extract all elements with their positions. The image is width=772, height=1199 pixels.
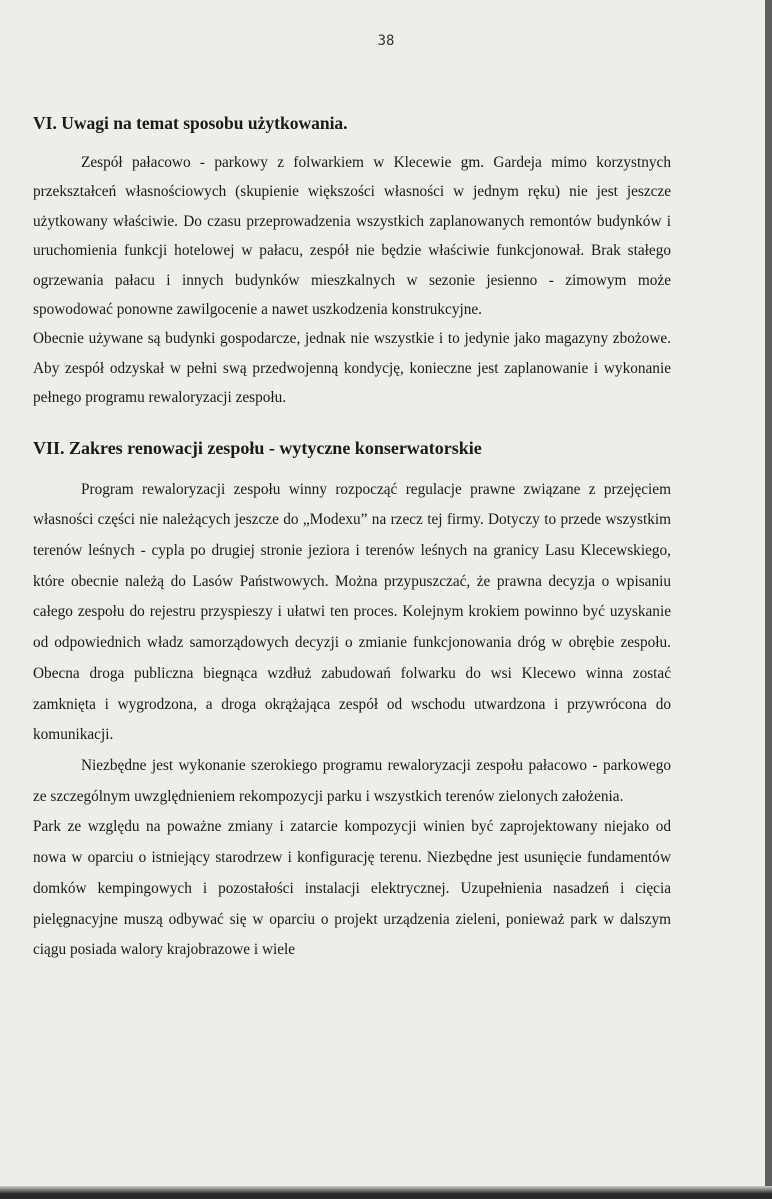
scan-edge-bottom: [0, 1186, 772, 1199]
section-heading-vi: VI. Uwagi na temat sposobu użytkowania.: [33, 113, 348, 133]
section-vii-body: [33, 475, 671, 966]
paragraph: Program rewaloryzacji zespołu winny rozpocząć regulacje prawne związane z przejęciem własności części nie należących jeszcze do „Modexu” na rzecz tej firmy. Dotyczy to przede wszystkim terenów leśnych - cypla po drugiej stronie jeziora i terenów leśnych na granicy Lasu Klecewskiego, które obecnie należą do Lasów Państwowych. Można przypuszczać, że prawna decyzja o wpisaniu całego zespołu do rejestru przyspieszy i ułatwi ten proces. Kolejnym krokiem powinno być uzyskanie od odpowiednich władz samorządowych decyzji o zmianie funkcjonowania dróg w obrębie zespołu. Obecna droga publiczna biegnąca wzdłuż zabudowań folwarku do wsi Klecewo winna zostać zamknięta i wygrodzona, a droga okrążająca zespół od wschodu utwardzona i przywrócona do komunikacji.: [33, 480, 671, 744]
page-content: [33, 110, 671, 966]
section-vi-body: [33, 148, 671, 413]
paragraph: Zespół pałacowo - parkowy z folwarkiem w Klecewie gm. Gardeja mimo korzystnych przekształceń własnościowych (skupienie większości własności w jednym ręku) nie jest jeszcze użytkowany właściwie. Do czasu przeprowadzenia wszystkich zaplanowanych remontów budynków i uruchomienia funkcji hotelowej w pałacu, zespół nie będzie właściwie funkcjonował. Brak stałego ogrzewania pałacu i innych budynków mieszkalnych w sezonie jesienno - zimowym może spowodować ponowne zawilgocenie a nawet uszkodzenia konstrukcyjne.: [33, 154, 671, 319]
scan-edge-right: [765, 0, 772, 1199]
paragraph: Park ze względu na poważne zmiany i zatarcie kompozycji winien być zaprojektowany niejako od nowa w oparciu o istniejący starodrzew i konfigurację terenu. Niezbędne jest usunięcie fundamentów domków kempingowych i pozostałości instalacji elektrycznej. Uzupełnienia nasadzeń i cięcia pielęgnacyjne muszą odbywać się w oparciu o projekt urządzenia zieleni, ponieważ park w dalszym ciągu posiada walory krajobrazowe i wiele: [33, 818, 671, 959]
paragraph: Niezbędne jest wykonanie szerokiego programu rewaloryzacji zespołu pałacowo - parkowego ze szczególnym uwzględnieniem rekompozycji parku i wszystkich terenów zielonych założenia.: [33, 756, 671, 805]
paragraph: Obecnie używane są budynki gospodarcze, jednak nie wszystkie i to jedynie jako magazyny zbożowe. Aby zespół odzyskał w pełni swą przedwojenną kondycję, konieczne jest zaplanowanie i wykonanie pełnego programu rewaloryzacji zespołu.: [33, 330, 671, 407]
page-number: 38: [377, 33, 395, 49]
section-heading-vii: VII. Zakres renowacji zespołu - wytyczne konserwatorskie: [33, 437, 482, 458]
